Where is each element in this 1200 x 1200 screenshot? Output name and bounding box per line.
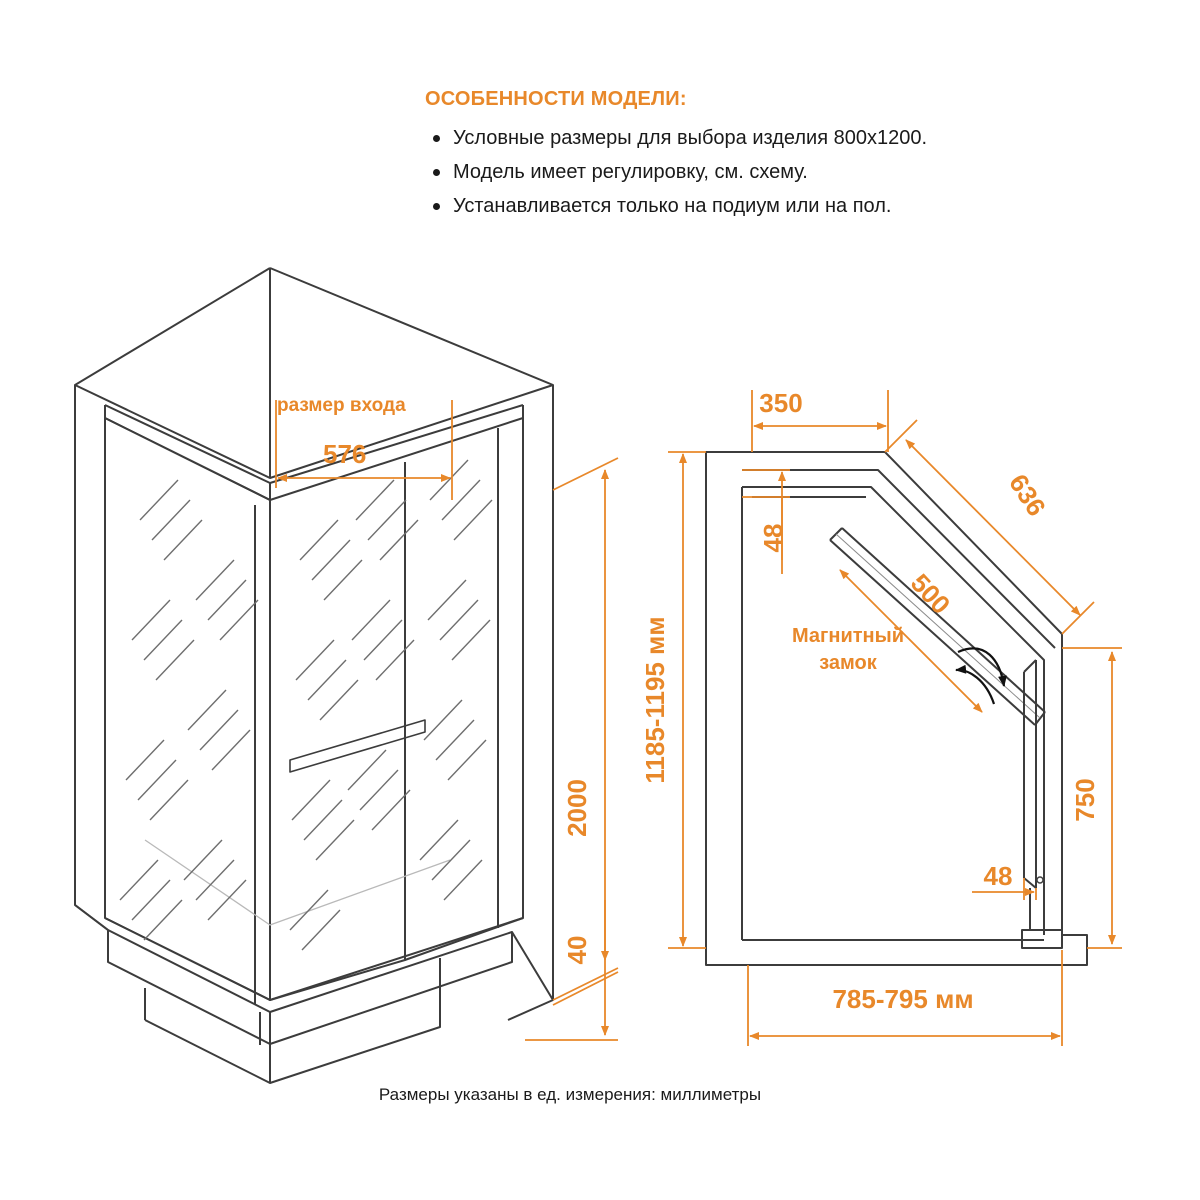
height-value: 2000 [562, 779, 592, 837]
base-value: 40 [562, 935, 592, 965]
dim-500: 500 [904, 567, 957, 620]
magnetic-lock-label-line1: Магнитный [792, 625, 904, 647]
dim-width-range: 785-795 мм [832, 984, 974, 1014]
units-note: Размеры указаны в ед. измерения: миллиметры [378, 1085, 762, 1104]
dim-350: 350 [759, 388, 803, 418]
dim-48-top: 48 [758, 523, 788, 553]
magnetic-lock-label-line2: замок [819, 652, 877, 674]
isometric-view [75, 268, 553, 1083]
entrance-label: размер входа [277, 395, 406, 416]
list-item: Условные размеры для выбора изделия 800x1200. [453, 121, 1145, 155]
dim-height-range: 1185-1195 мм [640, 616, 670, 784]
dim-48-bottom: 48 [983, 861, 1013, 891]
features-title: ОСОБЕННОСТИ МОДЕЛИ: [425, 88, 687, 110]
list-item: Модель имеет регулировку, см. схему. [453, 155, 1145, 189]
list-item: Устанавливается только на подиум или на пол. [453, 189, 1145, 223]
dim-750: 750 [1070, 778, 1100, 822]
dim-636: 636 [1003, 468, 1052, 522]
entrance-value: 576 [323, 439, 367, 469]
